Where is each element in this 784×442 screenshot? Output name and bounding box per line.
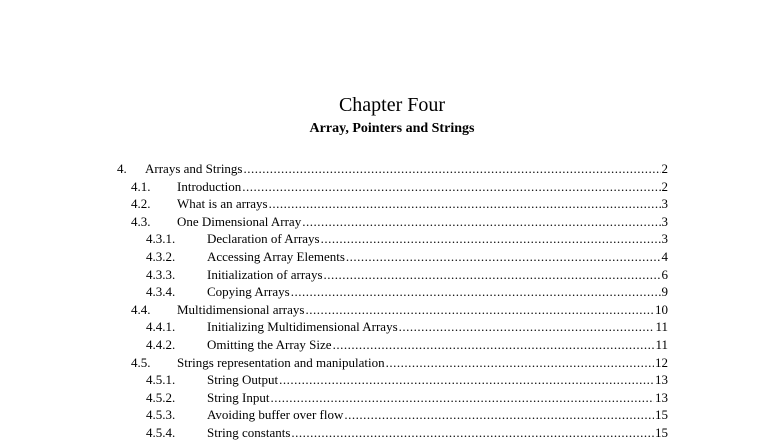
toc-leader-dots	[291, 283, 661, 301]
toc-entry-title: Copying Arrays	[207, 284, 290, 300]
toc-leader-dots	[386, 354, 654, 372]
toc-entry-title: Initializing Multidimensional Arrays	[207, 319, 398, 335]
toc-entry-title: Initialization of arrays	[207, 266, 323, 282]
toc-entry-title: Accessing Array Elements	[207, 248, 345, 264]
toc-entry[interactable]	[0, 230, 784, 248]
toc-entry-page: 2	[661, 178, 668, 194]
toc-leader-dots	[333, 336, 655, 354]
toc-entry-page: 9	[661, 284, 668, 300]
toc-leader-dots	[279, 371, 654, 389]
toc-entry-page: 4	[661, 248, 668, 264]
toc-entry[interactable]	[0, 248, 784, 266]
toc-leader-dots	[269, 195, 661, 213]
toc-entry[interactable]	[0, 424, 784, 442]
toc-leader-dots	[244, 160, 661, 178]
toc-entry-number: 4.5.1.	[146, 372, 176, 388]
toc-entry-title: What is an arrays	[177, 196, 268, 212]
toc-entry[interactable]	[0, 283, 784, 301]
toc-entry-page: 15	[655, 407, 668, 423]
toc-entry-number: 4.5.3.	[146, 407, 176, 423]
toc-entry[interactable]	[0, 406, 784, 424]
toc-entry-number: 4.5.	[131, 354, 151, 370]
toc-entry[interactable]	[0, 336, 784, 354]
toc-entry-number: 4.4.2.	[146, 336, 176, 352]
toc-entry[interactable]	[0, 389, 784, 407]
toc-entry[interactable]	[0, 195, 784, 213]
toc-leader-dots	[324, 266, 661, 284]
toc-entry-number: 4.5.2.	[146, 389, 176, 405]
toc-entry-number: 4.3.4.	[146, 284, 176, 300]
toc-entry[interactable]	[0, 301, 784, 319]
toc-entry-title: String Input	[207, 389, 270, 405]
toc-entry[interactable]	[0, 371, 784, 389]
toc-entry-page: 3	[661, 196, 668, 212]
toc-entry-number: 4.3.	[131, 213, 151, 229]
toc-entry-title: Introduction	[177, 178, 242, 194]
toc-entry-title: Multidimensional arrays	[177, 301, 305, 317]
toc-entry-page: 11	[655, 336, 668, 352]
toc-leader-dots	[399, 318, 655, 336]
toc-entry[interactable]	[0, 354, 784, 372]
toc-entry-number: 4.1.	[131, 178, 151, 194]
toc-entry[interactable]	[0, 318, 784, 336]
toc-leader-dots	[302, 213, 660, 231]
toc-entry-number: 4.5.4.	[146, 424, 176, 440]
toc-entry[interactable]	[0, 266, 784, 284]
toc-entry[interactable]	[0, 160, 784, 178]
toc-leader-dots	[346, 248, 661, 266]
toc-leader-dots	[321, 230, 661, 248]
toc-leader-dots	[305, 301, 654, 319]
toc-entry-page: 13	[655, 389, 668, 405]
toc-entry-number: 4.	[117, 161, 127, 176]
toc-entry-page: 13	[655, 372, 668, 388]
toc-entry-number: 4.3.2.	[146, 248, 176, 264]
toc-entry-title: String Output	[207, 372, 279, 388]
toc-entry-page: 10	[655, 301, 668, 317]
toc-entry-number: 4.3.3.	[146, 266, 176, 282]
toc-leader-dots	[242, 178, 660, 196]
toc-entry-title: Declaration of Arrays	[207, 231, 320, 247]
chapter-subtitle: Array, Pointers and Strings	[309, 121, 475, 136]
toc-entry[interactable]	[0, 213, 784, 231]
toc-entry-title: Arrays and Strings	[145, 161, 243, 176]
table-of-contents	[0, 160, 784, 442]
toc-entry-number: 4.4.	[131, 301, 151, 317]
toc-entry-number: 4.3.1.	[146, 231, 176, 247]
toc-entry-page: 6	[661, 266, 668, 282]
toc-entry-title: String constants	[207, 424, 291, 440]
toc-entry-page: 2	[661, 161, 668, 176]
chapter-title: Chapter Four	[338, 94, 446, 116]
toc-entry-number: 4.2.	[131, 196, 151, 212]
toc-entry-number: 4.4.1.	[146, 319, 176, 335]
toc-entry-page: 3	[661, 213, 668, 229]
toc-entry-title: One Dimensional Array	[177, 213, 302, 229]
toc-entry-title: Omitting the Array Size	[207, 336, 332, 352]
toc-entry-page: 12	[655, 354, 668, 370]
toc-entry-page: 11	[655, 319, 668, 335]
toc-entry-page: 3	[661, 231, 668, 247]
toc-leader-dots	[270, 389, 654, 407]
toc-leader-dots	[291, 424, 654, 442]
toc-entry[interactable]	[0, 178, 784, 196]
toc-entry-page: 15	[655, 424, 668, 440]
toc-entry-title: Avoiding buffer over flow	[207, 407, 344, 423]
toc-leader-dots	[344, 406, 654, 424]
toc-entry-title: Strings representation and manipulation	[177, 354, 385, 370]
